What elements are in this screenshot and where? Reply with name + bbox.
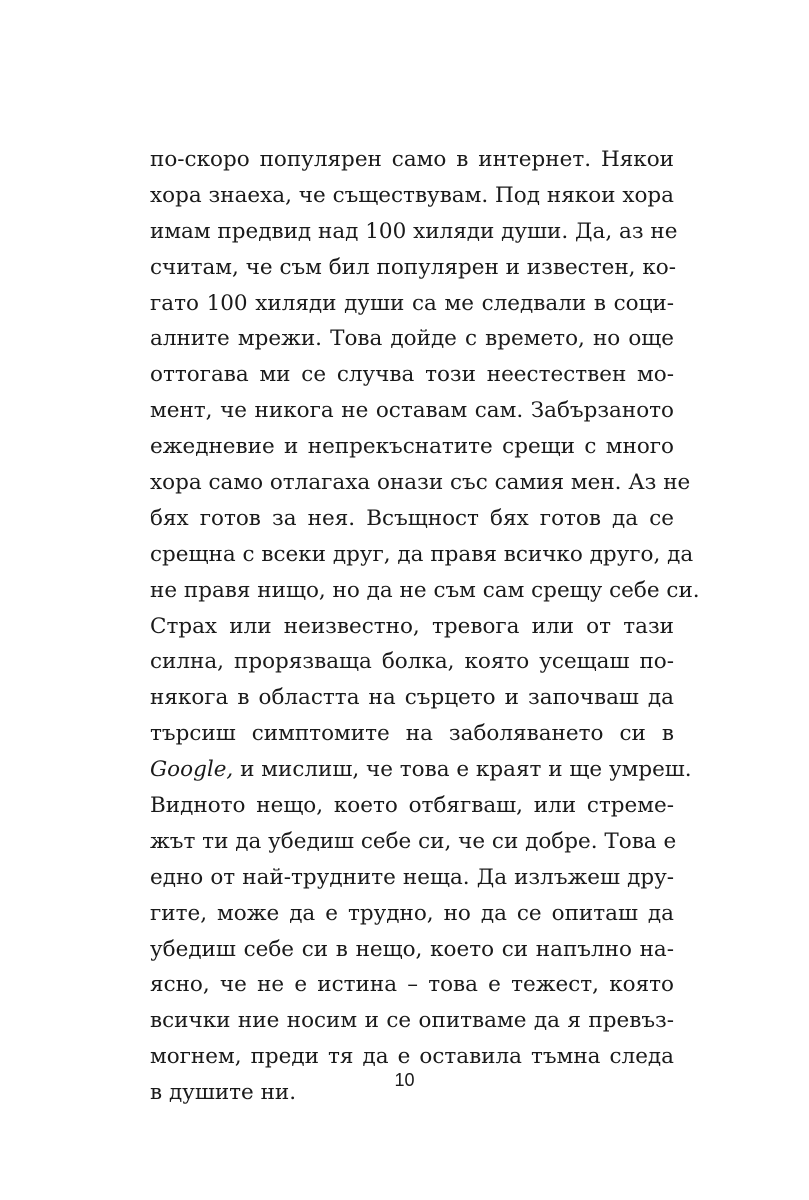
text-line: жът ти да убедиш себе си, че си добре. Това е	[150, 828, 677, 854]
text-line: Страх или неизвестно, тревога или от тази	[150, 613, 674, 639]
text-line: бях готов за нея. Всъщност бях готов да се	[150, 505, 674, 531]
page-number: 10	[394, 1070, 415, 1090]
text-line-google	[150, 752, 692, 788]
text-line: гите, може да е трудно, но да се опиташ да	[150, 900, 674, 926]
google-italic: Google,	[150, 757, 234, 783]
text-line: ежедневие и непрекъснатите срещи с много	[150, 434, 674, 460]
text-line: убедиш себе си в нещо, което си напълно на-	[150, 936, 674, 962]
text-line: хора знаеха, че съществувам. Под някои хора	[150, 182, 674, 208]
line-rest: и мислиш, че това е краят и ще умреш.	[233, 757, 692, 783]
text-line: могнем, преди тя да е оставила тъмна следа	[150, 1044, 674, 1070]
text-line: имам предвид над 100 хиляди души. Да, аз не	[150, 218, 678, 244]
text-line: Видното нещо, което отбягваш, или стреме-	[150, 793, 674, 819]
text-line: срещна с всеки друг, да правя всичко друго, да	[150, 541, 694, 567]
text-line: хора само отлагаха онази със самия мен. Аз не	[150, 470, 691, 496]
text-line: някога в областта на сърцето и започваш да	[150, 685, 674, 711]
text-line: ясно, че не е истина – това е тежест, която	[150, 972, 674, 998]
text-line: едно от най-трудните неща. Да излъжеш дру-	[150, 864, 674, 890]
text-line: оттогава ми се случва този неестествен мо-	[150, 362, 674, 388]
text-line: не правя нищо, но да не съм сам срещу себе си.	[150, 577, 700, 603]
text-line: считам, че съм бил популярен и известен, ко-	[150, 254, 676, 280]
text-line: всички ние носим и се опитваме да я превъз-	[150, 1008, 674, 1034]
text-line: алните мрежи. Това дойде с времето, но още	[150, 326, 674, 352]
text-line: търсиш симптомите на заболяването си в	[150, 721, 674, 747]
text-line: мент, че никога не оставам сам. Забързаното	[150, 398, 674, 424]
body-paragraph	[150, 142, 700, 1111]
text-line: гато 100 хиляди души са ме следвали в соци-	[150, 290, 674, 316]
text-line: силна, прорязваща болка, която усещаш по-	[150, 649, 674, 675]
text-line: по-скоро популярен само в интернет. Някои	[150, 147, 674, 172]
text-line: в душите ни.	[150, 1080, 297, 1106]
